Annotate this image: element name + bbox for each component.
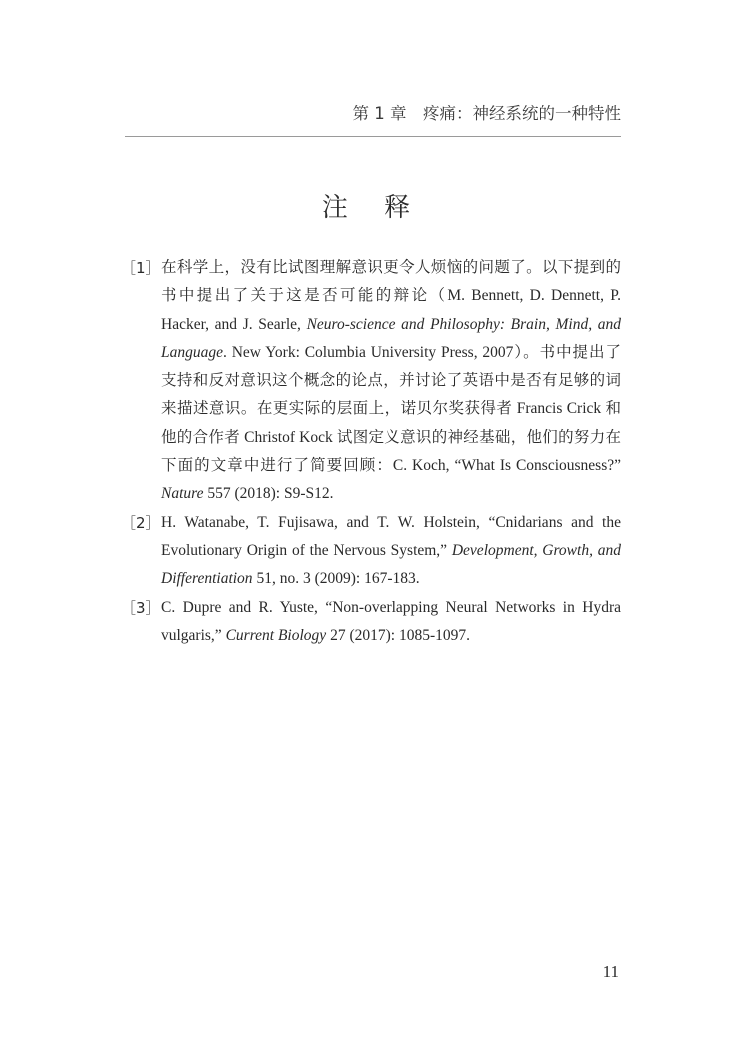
note-marker: ［3］ — [121, 598, 161, 617]
note-journal-title: Nature — [161, 485, 204, 503]
note-text: 51, no. 3 (2009): 167-183. — [252, 570, 420, 588]
running-header: 第 1 章 疼痛：神经系统的一种特性 — [352, 104, 621, 123]
note-marker: ［1］ — [121, 259, 161, 277]
section-title: 注 释 — [321, 193, 425, 223]
note-text: C. Dupre and R. Yuste, “Non-overlapping Neural Networks in Hydra vulgaris,” — [161, 598, 621, 644]
note-text: 27 (2017): 1085-1097. — [326, 626, 470, 644]
note-2 — [121, 509, 621, 594]
page-number: 11 — [602, 962, 619, 981]
note-journal-title: Development, Growth, and Differentiation — [161, 541, 621, 588]
note-book-title: Neuro-science and Philosophy: Brain, Mind, and Language — [161, 315, 622, 361]
note-marker: ［2］ — [121, 513, 161, 532]
note-text: . New York: Columbia University Press, 2007）。书中提出了支持和反对意识这个概念的论点，并讨论了英语中是否有足够的词来描述意识。在更实际的层面上，诺贝尔奖获得者 Francis Crick 和他的合作者 Christof Kock 试图定义意识的神经基础，他们的努力在下面的文章中进行了简要回顾：C. Koch, “What Is Consciousness?” — [161, 343, 621, 475]
note-text: 在科学上，没有比试图理解意识更令人烦恼的问题了。以下提到的书中提出了关于这是否可能的辩论（M. Bennett, D. Dennett, P. Hacker, and J. Searle, — [161, 259, 621, 333]
note-1 — [121, 254, 621, 509]
note-3 — [121, 594, 621, 651]
note-text: 557 (2018): S9-S12. — [203, 485, 334, 503]
note-text: H. Watanabe, T. Fujisawa, and T. W. Holstein, “Cnidarians and the Evolutionary Origin of the Nervous System,” — [161, 513, 621, 559]
note-journal-title: Current Biology — [225, 626, 327, 644]
header-rule — [125, 136, 621, 137]
notes-list — [121, 254, 621, 650]
